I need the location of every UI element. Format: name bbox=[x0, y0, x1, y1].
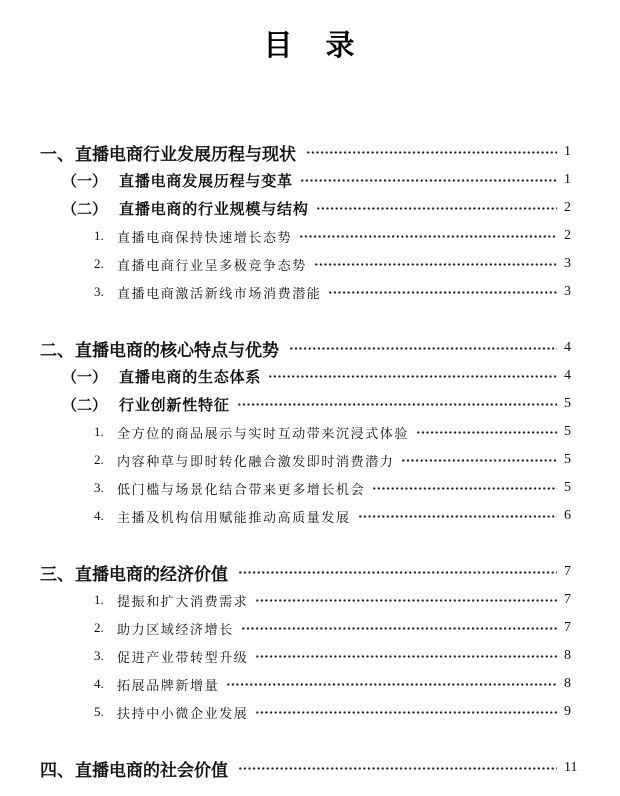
dot-leader bbox=[238, 570, 557, 575]
toc-entry-label: 促进产业带转型升级 bbox=[117, 649, 249, 665]
toc-entry-page: 7 bbox=[564, 620, 571, 635]
dot-leader bbox=[255, 598, 557, 603]
toc-entry[interactable] bbox=[0, 362, 620, 390]
toc-entry-page: 11 bbox=[564, 760, 578, 775]
toc-entry-label: 拓展品牌新增量 bbox=[117, 677, 220, 693]
toc-entry-page: 2 bbox=[564, 200, 571, 215]
toc-entry-number: 2. bbox=[94, 256, 104, 271]
toc-entry-number: （一） bbox=[62, 173, 108, 190]
dot-leader bbox=[238, 766, 557, 771]
toc-entry-page: 5 bbox=[564, 424, 571, 439]
toc-entry-number: 4. bbox=[94, 508, 104, 523]
dot-leader bbox=[289, 346, 557, 351]
toc-entry-page: 2 bbox=[564, 228, 571, 243]
dot-leader bbox=[226, 682, 557, 687]
toc-entry-page: 1 bbox=[564, 144, 571, 159]
toc-entry-label: 直播电商的生态体系 bbox=[119, 369, 262, 386]
toc-entry-number: 3. bbox=[94, 648, 104, 663]
toc-entry-label: 主播及机构信用赋能推动高质量发展 bbox=[117, 509, 351, 525]
toc-entry-label: 直播电商的核心特点与优势 bbox=[75, 340, 279, 360]
toc-entry[interactable] bbox=[0, 614, 620, 642]
toc-entry-number: 1. bbox=[94, 228, 104, 243]
toc-entry-page: 5 bbox=[564, 480, 571, 495]
toc-entry-number: 1. bbox=[94, 592, 104, 607]
dot-leader bbox=[237, 402, 557, 407]
toc-entry-label: 行业创新性特征 bbox=[119, 397, 230, 414]
toc-entry[interactable] bbox=[0, 474, 620, 502]
toc-entry-number: 4. bbox=[94, 676, 104, 691]
toc-entry-page: 3 bbox=[564, 284, 571, 299]
toc-entry-number: 一、 bbox=[40, 144, 74, 164]
toc-entry[interactable] bbox=[0, 334, 620, 362]
toc-entry-label: 内容种草与即时转化融合激发即时消费潜力 bbox=[117, 453, 395, 469]
toc-entry-label: 低门槛与场景化结合带来更多增长机会 bbox=[117, 481, 366, 497]
toc-entry[interactable] bbox=[0, 138, 620, 166]
toc-entry-page: 4 bbox=[564, 368, 571, 383]
toc-entry-number: （一） bbox=[62, 369, 108, 386]
toc-entry-page: 4 bbox=[564, 340, 571, 355]
table-of-contents bbox=[0, 64, 620, 782]
toc-entry[interactable] bbox=[0, 670, 620, 698]
toc-entry-page: 1 bbox=[564, 172, 571, 187]
toc-entry-number: 二、 bbox=[40, 340, 74, 360]
toc-entry-number: 四、 bbox=[40, 760, 74, 780]
toc-entry-label: 直播电商行业发展历程与现状 bbox=[75, 144, 296, 164]
toc-entry[interactable] bbox=[0, 642, 620, 670]
page-title: 目 录 bbox=[263, 30, 357, 62]
toc-entry-page: 7 bbox=[564, 564, 571, 579]
dot-leader bbox=[241, 626, 557, 631]
toc-entry[interactable] bbox=[0, 446, 620, 474]
dot-leader bbox=[401, 458, 557, 463]
toc-entry[interactable] bbox=[0, 222, 620, 250]
toc-entry-page: 5 bbox=[564, 396, 571, 411]
toc-entry-page: 5 bbox=[564, 452, 571, 467]
toc-entry[interactable] bbox=[0, 390, 620, 418]
toc-entry-page: 8 bbox=[564, 676, 571, 691]
toc-entry[interactable] bbox=[0, 278, 620, 306]
dot-leader bbox=[268, 374, 557, 379]
toc-entry[interactable] bbox=[0, 418, 620, 446]
toc-entry[interactable] bbox=[0, 502, 620, 530]
toc-entry-label: 全方位的商品展示与实时互动带来沉浸式体验 bbox=[117, 425, 410, 441]
dot-leader bbox=[328, 290, 557, 295]
toc-entry-page: 7 bbox=[564, 592, 571, 607]
toc-entry-number: 3. bbox=[94, 480, 104, 495]
dot-leader bbox=[316, 206, 557, 211]
toc-entry-label: 扶持中小微企业发展 bbox=[117, 705, 249, 721]
toc-entry-page: 6 bbox=[564, 508, 571, 523]
toc-entry-number: 5. bbox=[94, 704, 104, 719]
toc-entry[interactable] bbox=[0, 586, 620, 614]
toc-entry-number: （二） bbox=[62, 201, 108, 218]
dot-leader bbox=[300, 178, 557, 183]
toc-entry-label: 直播电商激活新线市场消费潜能 bbox=[117, 285, 322, 301]
toc-entry[interactable] bbox=[0, 754, 620, 782]
toc-entry-number: 3. bbox=[94, 284, 104, 299]
dot-leader bbox=[358, 514, 557, 519]
dot-leader bbox=[255, 710, 557, 715]
toc-entry[interactable] bbox=[0, 698, 620, 726]
toc-entry-label: 直播电商发展历程与变革 bbox=[119, 173, 293, 190]
toc-entry-label: 直播电商行业呈多极竞争态势 bbox=[117, 257, 307, 273]
toc-entry-number: （二） bbox=[62, 397, 108, 414]
toc-entry-number: 2. bbox=[94, 620, 104, 635]
dot-leader bbox=[314, 262, 557, 267]
dot-leader bbox=[299, 234, 557, 239]
dot-leader bbox=[416, 430, 557, 435]
toc-entry-label: 直播电商的社会价值 bbox=[75, 760, 228, 780]
toc-entry[interactable] bbox=[0, 250, 620, 278]
dot-leader bbox=[372, 486, 557, 491]
toc-entry-label: 直播电商保持快速增长态势 bbox=[117, 229, 293, 245]
toc-entry-label: 提振和扩大消费需求 bbox=[117, 593, 249, 609]
toc-entry[interactable] bbox=[0, 194, 620, 222]
toc-entry[interactable] bbox=[0, 166, 620, 194]
toc-entry-page: 8 bbox=[564, 648, 571, 663]
toc-entry-page: 3 bbox=[564, 256, 571, 271]
toc-entry-label: 助力区域经济增长 bbox=[117, 621, 234, 637]
dot-leader bbox=[255, 654, 557, 659]
toc-entry-number: 1. bbox=[94, 424, 104, 439]
toc-entry-number: 三、 bbox=[40, 564, 74, 584]
toc-entry-page: 9 bbox=[564, 704, 571, 719]
toc-entry-label: 直播电商的行业规模与结构 bbox=[119, 201, 309, 218]
toc-entry[interactable] bbox=[0, 558, 620, 586]
toc-entry-label: 直播电商的经济价值 bbox=[75, 564, 228, 584]
toc-entry-number: 2. bbox=[94, 452, 104, 467]
dot-leader bbox=[306, 150, 557, 155]
